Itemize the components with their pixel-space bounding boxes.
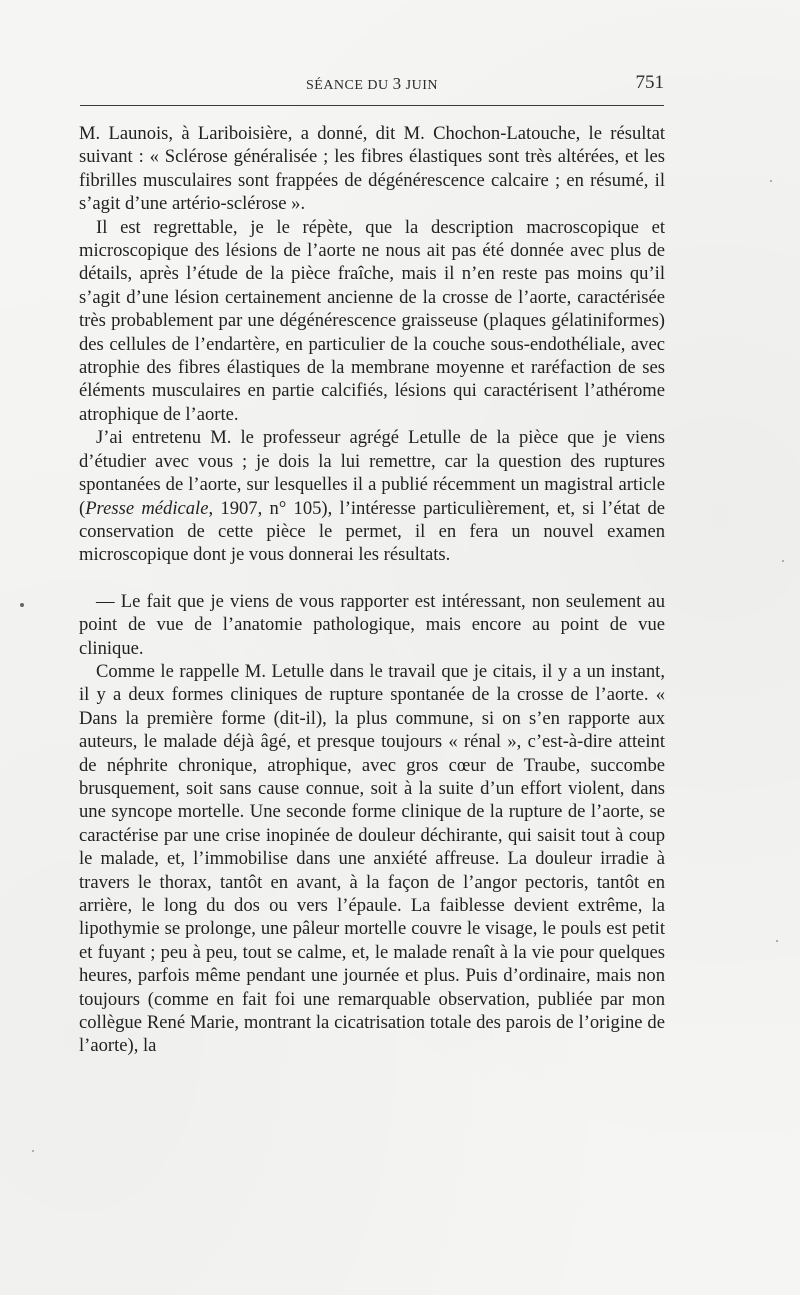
page-number: 751 xyxy=(635,72,664,93)
section-gap xyxy=(79,567,665,590)
running-title-suffix: JUIN xyxy=(401,78,438,93)
paragraph-4: — Le fait que je viens de vous rapporter est intéressant, non seulement au point de vue de l’anatomie pathologique, mais encore au point de vue clinique. xyxy=(79,590,665,659)
journal-title: Presse médicale xyxy=(85,497,209,519)
paragraph-5: Comme le rappelle M. Letulle dans le travail que je citais, il y a un instant, il y a deux formes cliniques de rupture spontanée de la crosse de l’aorte. « Dans la première forme (dit-il), la plus commune, si on s’en rapporte aux auteurs, le malade déjà âgé, et presque toujours « rénal », c’est-à-dire atteint de néphrite chronique, atrophique, avec gros cœur de Traube, succombe brusquement, soit sans cause connue, soit à la suite d’un effort violent, dans une syncope mortelle. Une seconde forme clinique de la rupture de l’aorte, se caractérise par une crise inopinée de douleur déchirante, qui saisit tout à coup le malade, et, l’immobilise dans une anxiété affreuse. La douleur irradie à travers le thorax, tantôt en avant, à la façon de l’angor pectoris, tantôt en arrière, le long du dos ou vers l’épaule. La faiblesse devient extrême, la lipothymie se prolonge, une pâleur mortelle couvre le visage, le pouls est petit et fuyant ; peu à peu, tout se calme, et, le malade renaît à la vie pour quelques heures, parfois même pendant une journée et plus. Puis d’ordinaire, mais non toujours (comme en fait foi une remarquable observation, publiée par mon collègue René Marie, montrant la cicatrisation totale des parois de l’origine de l’aorte), la xyxy=(79,660,665,1057)
running-title-day: 3 xyxy=(392,74,402,93)
header-rule xyxy=(80,105,664,106)
paper-speck xyxy=(770,180,772,182)
paper-speck xyxy=(782,560,784,562)
body-text xyxy=(79,122,665,1058)
paragraph-2: Il est regrettable, je le répète, que la description macroscopique et microscopique des lésions de l’aorte ne nous ait pas été donnée avec plus de détails, après l’étude de la pièce fraîche, mais il n’en reste pas moins qu’il s’agit d’une lésion certainement ancienne de la crosse de l’aorte, caractérisée très probablement par une dégénérescence graisseuse (plaques gélatiniformes) des cellules de l’endartère, en particulier de la couche sous-endothéliale, avec atrophie des fibres élastiques de la membrane moyenne et raréfaction de ses éléments musculaires en partie calcifiés, lésions qui caractérisent l’athérome atrophique de l’aorte. xyxy=(79,216,665,425)
paragraph-3-part-a: J’ai entretenu M. le professeur agrégé Letulle de la pièce que je viens d’étudier avec vous ; je dois la lui remettre, car la question des ruptures spontanées de l’aorte, sur lesquelles il a publié récemment un magistral article ( xyxy=(79,427,665,519)
paragraph-1: M. Launois, à Lariboisière, a donné, dit M. Chochon-Latouche, le résultat suivant : « Sclérose généralisée ; les fibres élastiques sont très altérées, et les fibrilles musculaires sont frappées de dégénérescence calcaire ; en résumé, il s’agit d’une artério-sclérose ». xyxy=(79,123,665,215)
paragraph-3 xyxy=(79,426,665,566)
paper-speck xyxy=(776,940,778,942)
running-title-prefix: SÉANCE DU xyxy=(305,78,393,93)
paragraph-3-part-b: , 1907, n° 105), l’intéresse particulièrement, et, si l’état de conservation de cette pièce le permet, il en fera un nouvel examen microscopique dont je vous donnerai les résultats. xyxy=(79,497,665,566)
paper-speck xyxy=(32,1150,34,1152)
margin-ink-dot xyxy=(20,603,24,607)
running-title xyxy=(80,74,664,94)
page-header xyxy=(80,74,664,98)
